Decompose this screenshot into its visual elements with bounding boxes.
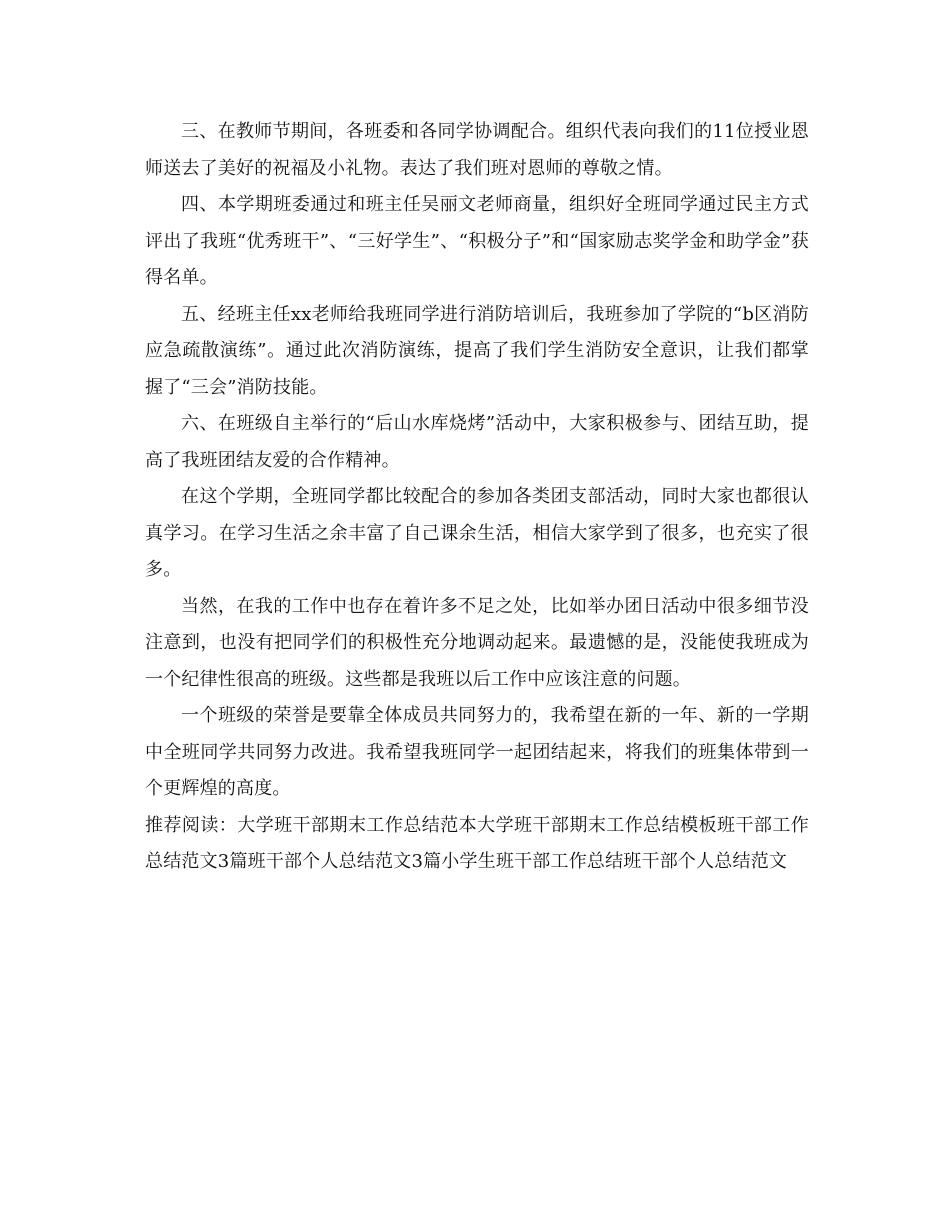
paragraph-shortcomings: 当然，在我的工作中也存在着许多不足之处，比如举办团日活动中很多细节没注意到，也没有把同学们的积极性充分地调动起来。最遗憾的是，没能使我班成为一个纪律性很高的班级。这些都是我班以后工作中应该注意的问题。 bbox=[145, 595, 809, 690]
document-page bbox=[145, 114, 809, 881]
paragraph-awards-selection: 四、本学期班委通过和班主任吴丽文老师商量，组织好全班同学通过民主方式评出了我班“优秀班干”、“三好学生”、“积极分子”和“国家励志奖学金和助学金”获得名单。 bbox=[145, 194, 809, 288]
paragraph-bbq-activity: 六、在班级自主举行的“后山水库烧烤”活动中，大家积极参与、团结互助，提高了我班团结友爱的合作精神。 bbox=[145, 413, 809, 471]
paragraph-closing: 一个班级的荣誉是要靠全体成员共同努力的，我希望在新的一年、新的一学期中全班同学共同努力改进。我希望我班同学一起团结起来，将我们的班集体带到一个更辉煌的高度。 bbox=[145, 705, 809, 799]
recommended-reading: 推荐阅读：大学班干部期末工作总结范本大学班干部期末工作总结模板班干部工作总结范文3篇班干部个人总结范文3篇小学生班干部工作总结班干部个人总结范文 bbox=[145, 814, 809, 872]
paragraph-fire-drill: 五、经班主任xx老师给我班同学进行消防培训后，我班参加了学院的“b区消防应急疏散演练”。通过此次消防演练，提高了我们学生消防安全意识，让我们都掌握了“三会”消防技能。 bbox=[145, 303, 809, 398]
paragraph-semester-summary: 在这个学期，全班同学都比较配合的参加各类团支部活动，同时大家也都很认真学习。在学习生活之余丰富了自己课余生活，相信大家学到了很多，也充实了很多。 bbox=[145, 486, 809, 580]
paragraph-teachers-day: 三、在教师节期间，各班委和各同学协调配合。组织代表向我们的11位授业恩师送去了美好的祝福及小礼物。表达了我们班对恩师的尊敬之情。 bbox=[145, 121, 809, 179]
